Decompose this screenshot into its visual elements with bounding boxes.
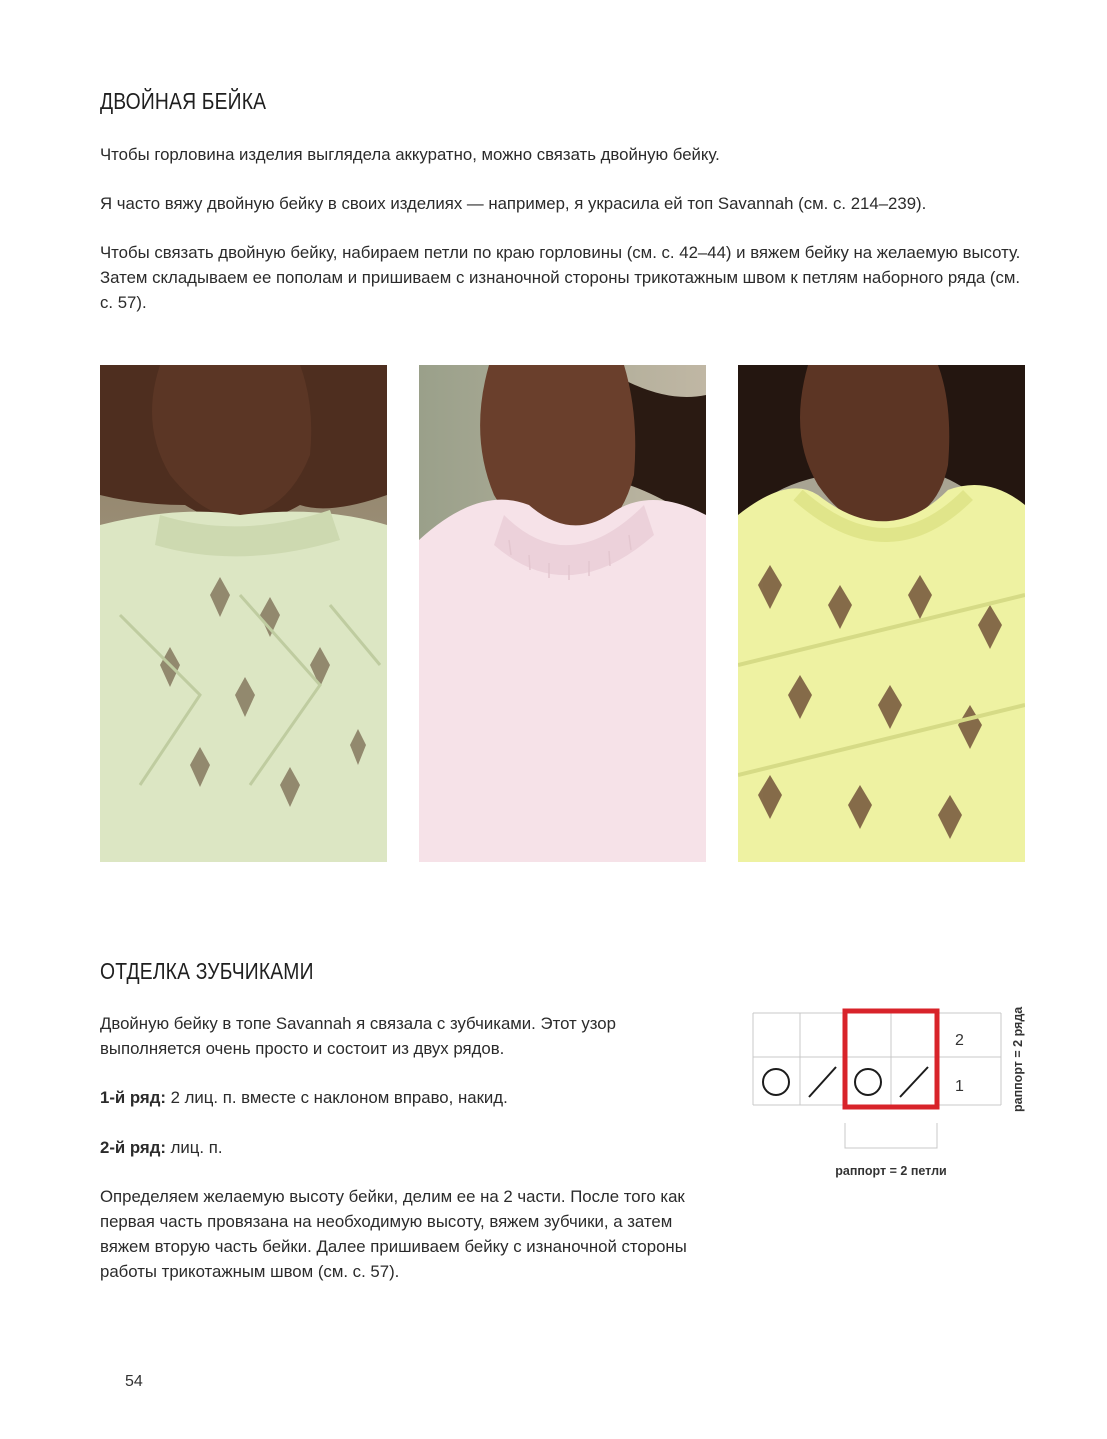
section-title-picot-edging: ОТДЕЛКА ЗУБЧИКАМИ	[100, 958, 314, 984]
section-title-double-binding: ДВОЙНАЯ БЕЙКА	[100, 88, 267, 114]
k2tog-right-icon	[900, 1067, 928, 1097]
row-repeat-label: раппорт = 2 ряда	[1011, 1006, 1025, 1112]
paragraph-intro: Чтобы горловина изделия выглядела аккуратно, можно связать двойную бейку.	[100, 145, 720, 164]
row-1-instruction	[100, 1085, 710, 1110]
row-1-text: 2 лиц. п. вместе с наклоном вправо, накид.	[165, 1088, 508, 1107]
yarn-over-icon	[763, 1069, 789, 1095]
photo-mint-sweater	[100, 365, 387, 862]
photo-yellow-sweater	[738, 365, 1025, 862]
row-number-2: 2	[955, 1032, 964, 1049]
paragraph-picot-intro: Двойную бейку в топе Savannah я связала с зубчиками. Этот узор выполняется очень просто и состоит из двух рядов.	[100, 1014, 616, 1058]
paragraph-instructions: Чтобы связать двойную бейку, набираем петли по краю горловины (см. с. 42–44) и вяжем бейку на желаемую высоту. Затем складываем ее пополам и пришиваем с изнаночной стороны трикотажным швом к петлям наборного ряда (см. с. 57).	[100, 243, 1021, 312]
row-2-text: лиц. п.	[165, 1138, 223, 1157]
yarn-over-icon	[855, 1069, 881, 1095]
k2tog-right-icon	[809, 1067, 836, 1097]
paragraph-savannah: Я часто вяжу двойную бейку в своих изделиях — например, я украсила ей топ Savannah (см. с. 214–239).	[100, 194, 927, 213]
knitting-chart	[745, 985, 1045, 1190]
photo-pink-sweater	[419, 365, 706, 862]
paragraph-picot-outro: Определяем желаемую высоту бейки, делим ее на 2 части. После того как первая часть провязана на необходимую высоту, вяжем зубчики, а затем вяжем вторую часть бейки. Далее пришиваем бейку с изнаночной стороны работы трикотажным швом (см. с. 57).	[100, 1187, 687, 1281]
row-2-instruction	[100, 1135, 710, 1160]
row-1-label: 1-й ряд:	[100, 1088, 166, 1107]
row-number-1: 1	[955, 1078, 964, 1095]
page-number: 54	[125, 1373, 143, 1390]
row-2-label: 2-й ряд:	[100, 1138, 166, 1157]
stitch-repeat-label: раппорт = 2 петли	[835, 1164, 947, 1178]
